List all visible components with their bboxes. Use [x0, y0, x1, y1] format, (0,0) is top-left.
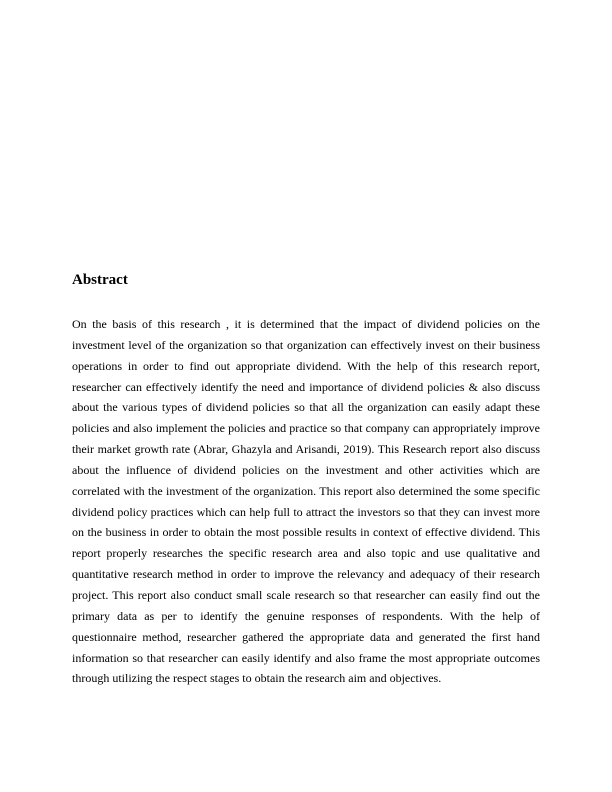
section-heading-abstract: Abstract [72, 272, 128, 288]
abstract-paragraph: On the basis of this research , it is determined that the impact of dividend policies on the investment level of the organization so that organization can effectively invest on their business operations in order to find out appropriate dividend. With the help of this research report, researcher can effectively identify the need and importance of dividend policies & also discuss about the various types of dividend policies so that all the organization can easily adapt these policies and also implement the policies and practice so that company can appropriately improve their market growth rate (Abrar, Ghazyla and Arisandi, 2019). This Research report also discuss about the influence of dividend policies on the investment and other activities which are correlated with the investment of the organization. This report also determined the some specific dividend policy practices which can help full to attract the investors so that they can invest more on the business in order to obtain the most possible results in context of effective dividend. This report properly researches the specific research area and also topic and use qualitative and quantitative research method in order to improve the relevancy and adequacy of their research project. This report also conduct small scale research so that researcher can easily find out the primary data as per to identify the genuine responses of respondents. With the help of questionnaire method, researcher gathered the appropriate data and generated the first hand information so that researcher can easily identify and also frame the most appropriate outcomes through utilizing the respect stages to obtain the research aim and objectives. [72, 317, 540, 686]
